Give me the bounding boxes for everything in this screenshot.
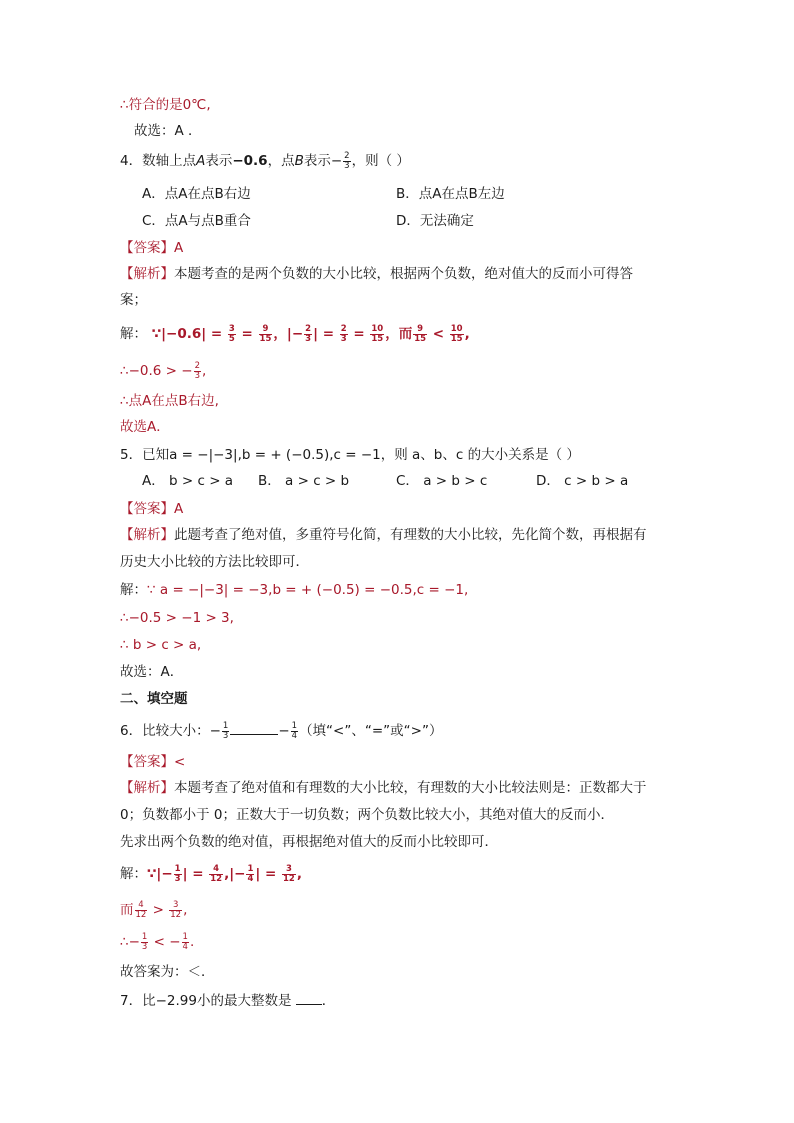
answer-blank[interactable] (296, 992, 322, 1005)
choice-line: 故选：A ． (134, 123, 202, 139)
q5-choice: 故选：A． (120, 664, 184, 680)
question-7: 7．比−2.99小的最大整数是 ． (120, 993, 336, 1009)
q4-explanation: 【解析】本题考查的是两个负数的大小比较，根据两个负数，绝对值大的反而小可得答 (120, 266, 633, 282)
q6-final: 故答案为：＜． (120, 964, 215, 980)
q5-option-c: C． a > b > c (396, 473, 488, 489)
q6-solution-line3: ∴− $\frac{1}{3}$ < − $\frac{1}{4}$ . (120, 931, 195, 952)
question-4: 4．数轴上点A表示−0.6，点B表示− $\frac{2}{3}$ ，则（ ） (120, 150, 410, 171)
q6-answer: 【答案】< (120, 754, 186, 770)
q6-solution-line2: 而 $\frac{4}{12}$ > $\frac{3}{12}$ , (120, 899, 188, 920)
q4-option-b: B．点A在点B左边 (396, 186, 505, 202)
q5-option-b: B． a > c > b (258, 473, 350, 489)
q4-option-d: D．无法确定 (396, 213, 474, 229)
q4-option-c: C．点A与点B重合 (142, 213, 251, 229)
q5-option-a: A． b > c > a (142, 473, 234, 489)
q5-explanation-cont: 历史大小比较的方法比较即可． (120, 554, 309, 570)
q6-explanation-cont: 0；负数都小于 0；正数大于一切负数；两个负数比较大小，其绝对值大的反而小． (120, 807, 614, 823)
answer-blank[interactable] (230, 722, 278, 735)
q5-solution-line3: ∴ b > c > a, (120, 637, 202, 653)
conclusion-line: ∴符合的是0℃, (120, 97, 211, 113)
q6-solution: 解：∵|− $\frac{1}{3}$ | = $\frac{4}{12}$ ,|− $\frac{1}{4}$ | = $\frac{3}{12}$ , (120, 863, 302, 884)
section-title: 二、填空题 (120, 691, 188, 707)
question-6: 6．比较大小：− $\frac{1}{3}$ − $\frac{1}{4}$ （填“<”、“=”或“>”） (120, 720, 443, 741)
q4-option-a: A．点A在点B右边 (142, 186, 251, 202)
q5-answer: 【答案】A (120, 501, 184, 517)
q4-solution-line4: 故选A． (120, 419, 170, 435)
q4-answer: 【答案】A (120, 240, 184, 256)
q5-option-d: D． c > b > a (536, 473, 629, 489)
q6-explanation-cont2: 先求出两个负数的绝对值，再根据绝对值大的反而小比较即可． (120, 834, 498, 850)
q5-explanation: 【解析】此题考查了绝对值，多重符号化简，有理数的大小比较，先化简个数，再根据有 (120, 527, 647, 543)
q5-solution: 解：∵ a = −|−3| = −3,b = + (−0.5) = −0.5,c = −1, (120, 582, 469, 598)
q4-solution-line3: ∴点A在点B右边, (120, 393, 219, 409)
q4-solution-line2: ∴−0.6 > − $\frac{2}{3}$ , (120, 360, 207, 381)
q6-explanation: 【解析】本题考查了绝对值和有理数的大小比较，有理数的大小比较法则是：正数都大于 (120, 780, 647, 796)
q5-solution-line2: ∴−0.5 > −1 > 3, (120, 610, 234, 626)
question-5: 5．已知a = −|−3|,b = + (−0.5),c = −1，则 a、b、c 的大小关系是（ ） (120, 447, 580, 463)
q4-explanation-cont: 案； (120, 292, 147, 308)
q4-solution: 解： ∵|−0.6| = $\frac{3}{5}$ = $\frac{9}{15}$ ，|− $\frac{2}{3}$ | = $\frac{2}{3}$ = $\frac{10}{15}$ ，而 $\frac{9}{15}$ < $\frac{10}{15}$ , (120, 323, 470, 344)
